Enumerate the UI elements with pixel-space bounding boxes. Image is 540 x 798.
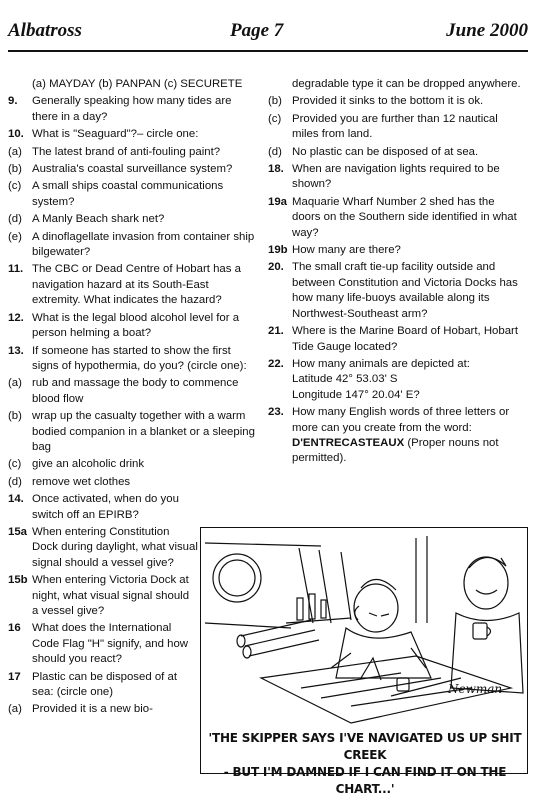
question-text: The CBC or Dead Centre of Hobart has a navigation hazard at its South-East extremity. What indicates the hazard? [32,263,241,307]
option-text: Australia's coastal surveillance system? [32,163,233,176]
q8-options: (a) MAYDAY (b) PANPAN (c) SECURETE [32,78,243,90]
question-19a [268,195,526,241]
option-text: A dinoflagellate invasion from container ship bilgewater? [32,230,255,259]
question-number: 13. [8,344,24,357]
option-17c [268,112,526,143]
navigator-head [354,584,398,632]
question-number: 18. [268,163,284,176]
question-15b [8,573,198,619]
option-text: Provided it is a new bio- [32,703,153,716]
question-number: 14. [8,493,24,506]
question-23-note: (Proper nouns not permitted). [292,436,499,465]
option-text: A small ships coastal communications system? [32,180,224,208]
option-17d [268,145,526,160]
option-text: Provided it sinks to the bottom it is ok. [292,95,484,108]
question-number: 19b [268,244,288,257]
question-number: 15a [8,525,28,538]
option-13b [8,409,258,455]
option-13d [8,475,258,490]
option-label: (d) [268,145,282,158]
question-13 [8,344,258,375]
option-text: Provided you are further than 12 nautical miles from land. [292,112,498,141]
option-label: (c) [268,112,282,125]
option-label: (a) [8,703,22,716]
question-number: 15b [8,574,28,587]
question-23 [268,405,526,467]
option-label: (b) [8,410,22,423]
question-text: What is "Seaguard"?– circle one: [32,128,199,141]
option-text: The latest brand of anti-fouling paint? [32,145,221,158]
page-number: Page 7 [230,20,284,41]
newsletter-title: Albatross [8,20,82,41]
question-text: When are navigation lights required to be shown? [292,163,500,191]
question-16 [8,621,198,667]
option-label: (d) [8,213,22,226]
option-text: wrap up the casualty together with a warm bodied companion in a blanket or a sleeping bag [32,410,255,453]
question-number: 16 [8,622,21,635]
question-9 [8,94,258,125]
option-13c [8,457,258,472]
question-number: 9. [8,95,18,108]
question-number: 11. [8,263,24,276]
option-10a [8,145,258,160]
option-label: (d) [8,475,22,488]
right-column [268,77,526,469]
question-number: 12. [8,311,24,324]
option-label: (e) [8,230,22,243]
question-number: 19a [268,195,288,208]
option-label: (b) [8,163,22,176]
question-18 [268,162,526,193]
question-number: 21. [268,325,284,338]
source-word: D'ENTRECASTEAUX [292,436,405,449]
option-17a [8,702,198,717]
cartoon-panel [200,527,528,796]
question-number: 23. [268,406,284,419]
companion-head [464,557,508,609]
question-text: How many are there? [292,244,401,257]
option-label: (c) [8,458,22,471]
question-number: 20. [268,261,284,274]
question-text [292,405,526,467]
question-19b [268,243,526,258]
question-text: If someone has started to show the first signs of hypothermia, do you? (circle one): [32,344,247,372]
longitude: Longitude 147° 20.04' E? [292,388,420,401]
latitude: Latitude 42° 53.03' S [292,373,398,386]
caption-line-2: - BUT I'M DAMNED IF I CAN FIND IT ON THE CHART...' [223,765,507,796]
question-text: Once activated, when do you switch off an EPIRB? [32,493,179,521]
option-text: No plastic can be disposed of at sea. [292,145,479,158]
option-10e [8,230,258,261]
question-17 [8,670,198,701]
question-text: Maquarie Wharf Number 2 shed has the doors on the Southern side identified in what way? [292,195,517,239]
question-text: Where is the Marine Board of Hobart, Hobart Tide Gauge located? [292,325,519,353]
question-text: Generally speaking how many tides are there in a day? [32,95,232,123]
question-21 [268,324,526,355]
page-header [8,20,528,50]
question-23-text: How many English words of three letters or more can you create from the word: [292,406,510,434]
question-text: What is the legal blood alcohol level for a person helming a boat? [32,311,240,340]
question-11 [8,262,258,308]
question-22-text: How many animals are depicted at: [292,357,470,370]
option-label: (a) [8,377,22,390]
option-text: give an alcoholic drink [32,458,145,471]
question-12 [8,311,258,342]
cartoon-caption [207,730,523,798]
option-label: (c) [8,180,22,193]
option-label: (b) [268,95,282,108]
question-10 [8,127,258,142]
option-text: rub and massage the body to commence blood flow [32,377,239,405]
question-number: 17 [8,670,21,683]
option-10b [8,162,258,177]
artist-signature: Newman [448,682,503,696]
question-20 [268,260,526,322]
option-text: remove wet clothes [32,475,131,488]
question-14 [8,492,198,523]
option-10c [8,179,258,210]
porthole-icon [213,554,261,602]
question-text: The small craft tie-up facility outside and between Constitution and Victoria Docks has how many life-buoys available along its Northwest-Southeast arm? [292,261,518,320]
question-text [292,357,526,403]
option-text: A Manly Beach shark net? [32,213,165,226]
question-15a [8,525,198,571]
question-text: When entering Constitution Dock during daylight, what visual signal should a vessel give? [32,525,198,569]
question-number: 22. [268,357,284,370]
question-text: When entering Victoria Dock at night, what visual signal should a vessel give? [32,574,190,617]
option-13a [8,376,258,407]
option-17a-continued: degradable type it can be dropped anywhere. [292,78,521,90]
question-22 [268,357,526,403]
option-label: (a) [8,145,22,158]
option-10d [8,212,258,227]
question-text: Plastic can be disposed of at sea: (circle one) [32,670,178,699]
issue-date: June 2000 [446,20,528,41]
cartoon-illustration [201,528,526,728]
option-17b [268,94,526,109]
caption-line-1: 'THE SKIPPER SAYS I'VE NAVIGATED US UP SHIT CREEK [208,731,522,762]
question-number: 10. [8,128,24,141]
question-text: What does the International Code Flag "H" signify, and how should you react? [32,622,189,666]
header-rule [8,50,528,52]
mug-icon [473,623,487,639]
